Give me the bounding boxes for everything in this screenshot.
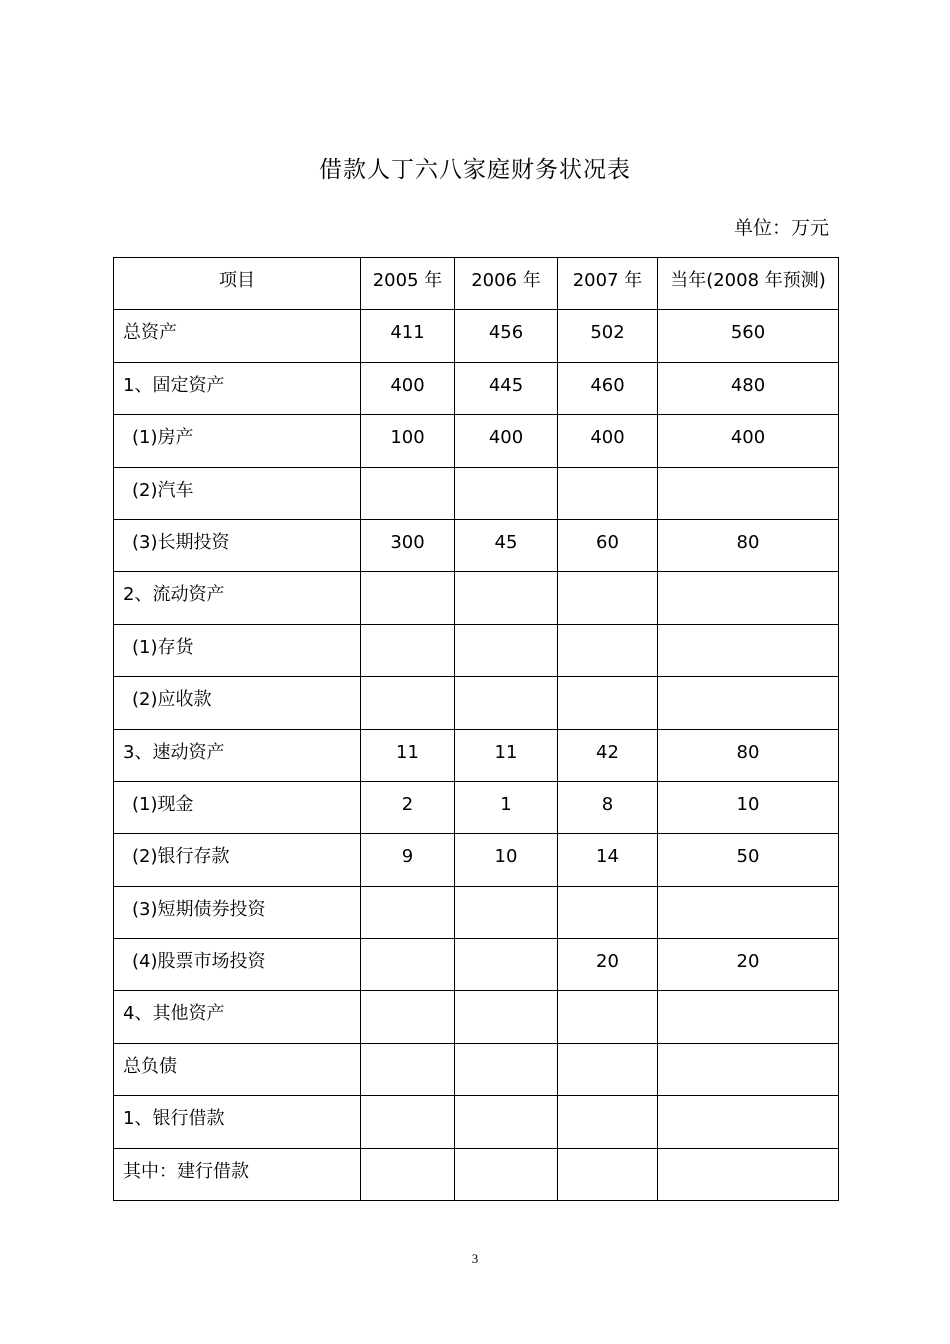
table-row bbox=[114, 467, 839, 519]
table-cell bbox=[361, 939, 455, 991]
table-row bbox=[114, 624, 839, 676]
table-cell: 411 bbox=[361, 310, 455, 362]
row-label: (2)银行存款 bbox=[114, 834, 361, 886]
table-row bbox=[114, 781, 839, 833]
row-label: 其中：建行借款 bbox=[114, 1148, 361, 1200]
row-label: (2)应收款 bbox=[114, 677, 361, 729]
table-cell bbox=[658, 991, 839, 1043]
table-cell bbox=[558, 467, 658, 519]
row-label: (2)汽车 bbox=[114, 467, 361, 519]
row-label: 1、银行借款 bbox=[114, 1096, 361, 1148]
table-row bbox=[114, 572, 839, 624]
table-cell: 80 bbox=[658, 519, 839, 571]
table-cell: 11 bbox=[361, 729, 455, 781]
table-cell bbox=[658, 886, 839, 938]
table-cell bbox=[455, 886, 558, 938]
table-cell bbox=[658, 677, 839, 729]
row-label: (1)现金 bbox=[114, 781, 361, 833]
table-cell bbox=[361, 624, 455, 676]
row-label: (1)房产 bbox=[114, 415, 361, 467]
table-cell: 100 bbox=[361, 415, 455, 467]
financial-status-table bbox=[113, 257, 839, 1201]
table-cell bbox=[558, 624, 658, 676]
table-row bbox=[114, 310, 839, 362]
table-cell bbox=[558, 991, 658, 1043]
page-number: 3 bbox=[471, 1251, 479, 1266]
table-cell: 480 bbox=[658, 362, 839, 414]
header-cell-2008-forecast: 当年(2008 年预测) bbox=[658, 258, 839, 310]
table-cell: 20 bbox=[558, 939, 658, 991]
table-cell bbox=[361, 467, 455, 519]
table-cell: 456 bbox=[455, 310, 558, 362]
table-cell bbox=[361, 1096, 455, 1148]
table-cell bbox=[361, 572, 455, 624]
table-row bbox=[114, 991, 839, 1043]
table-cell bbox=[455, 1148, 558, 1200]
table-cell: 9 bbox=[361, 834, 455, 886]
table-cell bbox=[558, 677, 658, 729]
table-cell bbox=[361, 1043, 455, 1095]
row-label: (1)存货 bbox=[114, 624, 361, 676]
table-cell bbox=[361, 991, 455, 1043]
table-row bbox=[114, 677, 839, 729]
header-cell-2006: 2006 年 bbox=[455, 258, 558, 310]
table-header-row bbox=[114, 258, 839, 310]
row-label: 2、流动资产 bbox=[114, 572, 361, 624]
table-cell bbox=[455, 677, 558, 729]
table-cell bbox=[455, 991, 558, 1043]
table-cell: 80 bbox=[658, 729, 839, 781]
row-label: 总资产 bbox=[114, 310, 361, 362]
table-cell: 14 bbox=[558, 834, 658, 886]
table-cell: 11 bbox=[455, 729, 558, 781]
table-cell: 45 bbox=[455, 519, 558, 571]
table-cell bbox=[558, 886, 658, 938]
table-cell: 1 bbox=[455, 781, 558, 833]
row-label: 3、速动资产 bbox=[114, 729, 361, 781]
table-cell: 10 bbox=[455, 834, 558, 886]
table-cell: 400 bbox=[455, 415, 558, 467]
row-label: 4、其他资产 bbox=[114, 991, 361, 1043]
table-cell bbox=[455, 939, 558, 991]
table-row bbox=[114, 519, 839, 571]
row-label: (4)股票市场投资 bbox=[114, 939, 361, 991]
table-row bbox=[114, 1148, 839, 1200]
table-cell: 400 bbox=[361, 362, 455, 414]
header-cell-item: 项目 bbox=[114, 258, 361, 310]
header-cell-2005: 2005 年 bbox=[361, 258, 455, 310]
table-cell bbox=[558, 1148, 658, 1200]
table-cell: 8 bbox=[558, 781, 658, 833]
table-cell: 400 bbox=[658, 415, 839, 467]
table-row bbox=[114, 729, 839, 781]
table-cell bbox=[361, 886, 455, 938]
table-cell bbox=[658, 572, 839, 624]
unit-label: 单位：万元 bbox=[733, 217, 829, 239]
table-cell: 400 bbox=[558, 415, 658, 467]
table-cell bbox=[361, 1148, 455, 1200]
table-cell: 560 bbox=[658, 310, 839, 362]
table-row bbox=[114, 1096, 839, 1148]
table-cell: 10 bbox=[658, 781, 839, 833]
table-cell bbox=[658, 1096, 839, 1148]
table-cell bbox=[455, 1096, 558, 1148]
table-cell bbox=[455, 1043, 558, 1095]
row-label: (3)短期债券投资 bbox=[114, 886, 361, 938]
table-cell bbox=[658, 1043, 839, 1095]
table-cell bbox=[658, 1148, 839, 1200]
table-cell bbox=[455, 572, 558, 624]
table-cell: 50 bbox=[658, 834, 839, 886]
table-cell bbox=[455, 624, 558, 676]
table-cell bbox=[455, 467, 558, 519]
table-cell bbox=[558, 572, 658, 624]
table-row bbox=[114, 939, 839, 991]
table-cell bbox=[658, 467, 839, 519]
table-row bbox=[114, 1043, 839, 1095]
header-cell-2007: 2007 年 bbox=[558, 258, 658, 310]
table-cell: 42 bbox=[558, 729, 658, 781]
table-row bbox=[114, 834, 839, 886]
table-cell: 20 bbox=[658, 939, 839, 991]
table-row bbox=[114, 886, 839, 938]
table-row bbox=[114, 415, 839, 467]
table-cell: 502 bbox=[558, 310, 658, 362]
table-cell bbox=[558, 1043, 658, 1095]
document-title: 借款人丁六八家庭财务状况表 bbox=[319, 157, 631, 183]
row-label: (3)长期投资 bbox=[114, 519, 361, 571]
table-cell bbox=[658, 624, 839, 676]
table-cell: 300 bbox=[361, 519, 455, 571]
table-row bbox=[114, 362, 839, 414]
table-cell bbox=[361, 677, 455, 729]
row-label: 总负债 bbox=[114, 1043, 361, 1095]
table-cell: 445 bbox=[455, 362, 558, 414]
row-label: 1、固定资产 bbox=[114, 362, 361, 414]
table-cell: 460 bbox=[558, 362, 658, 414]
table-cell bbox=[558, 1096, 658, 1148]
table-cell: 60 bbox=[558, 519, 658, 571]
table-cell: 2 bbox=[361, 781, 455, 833]
